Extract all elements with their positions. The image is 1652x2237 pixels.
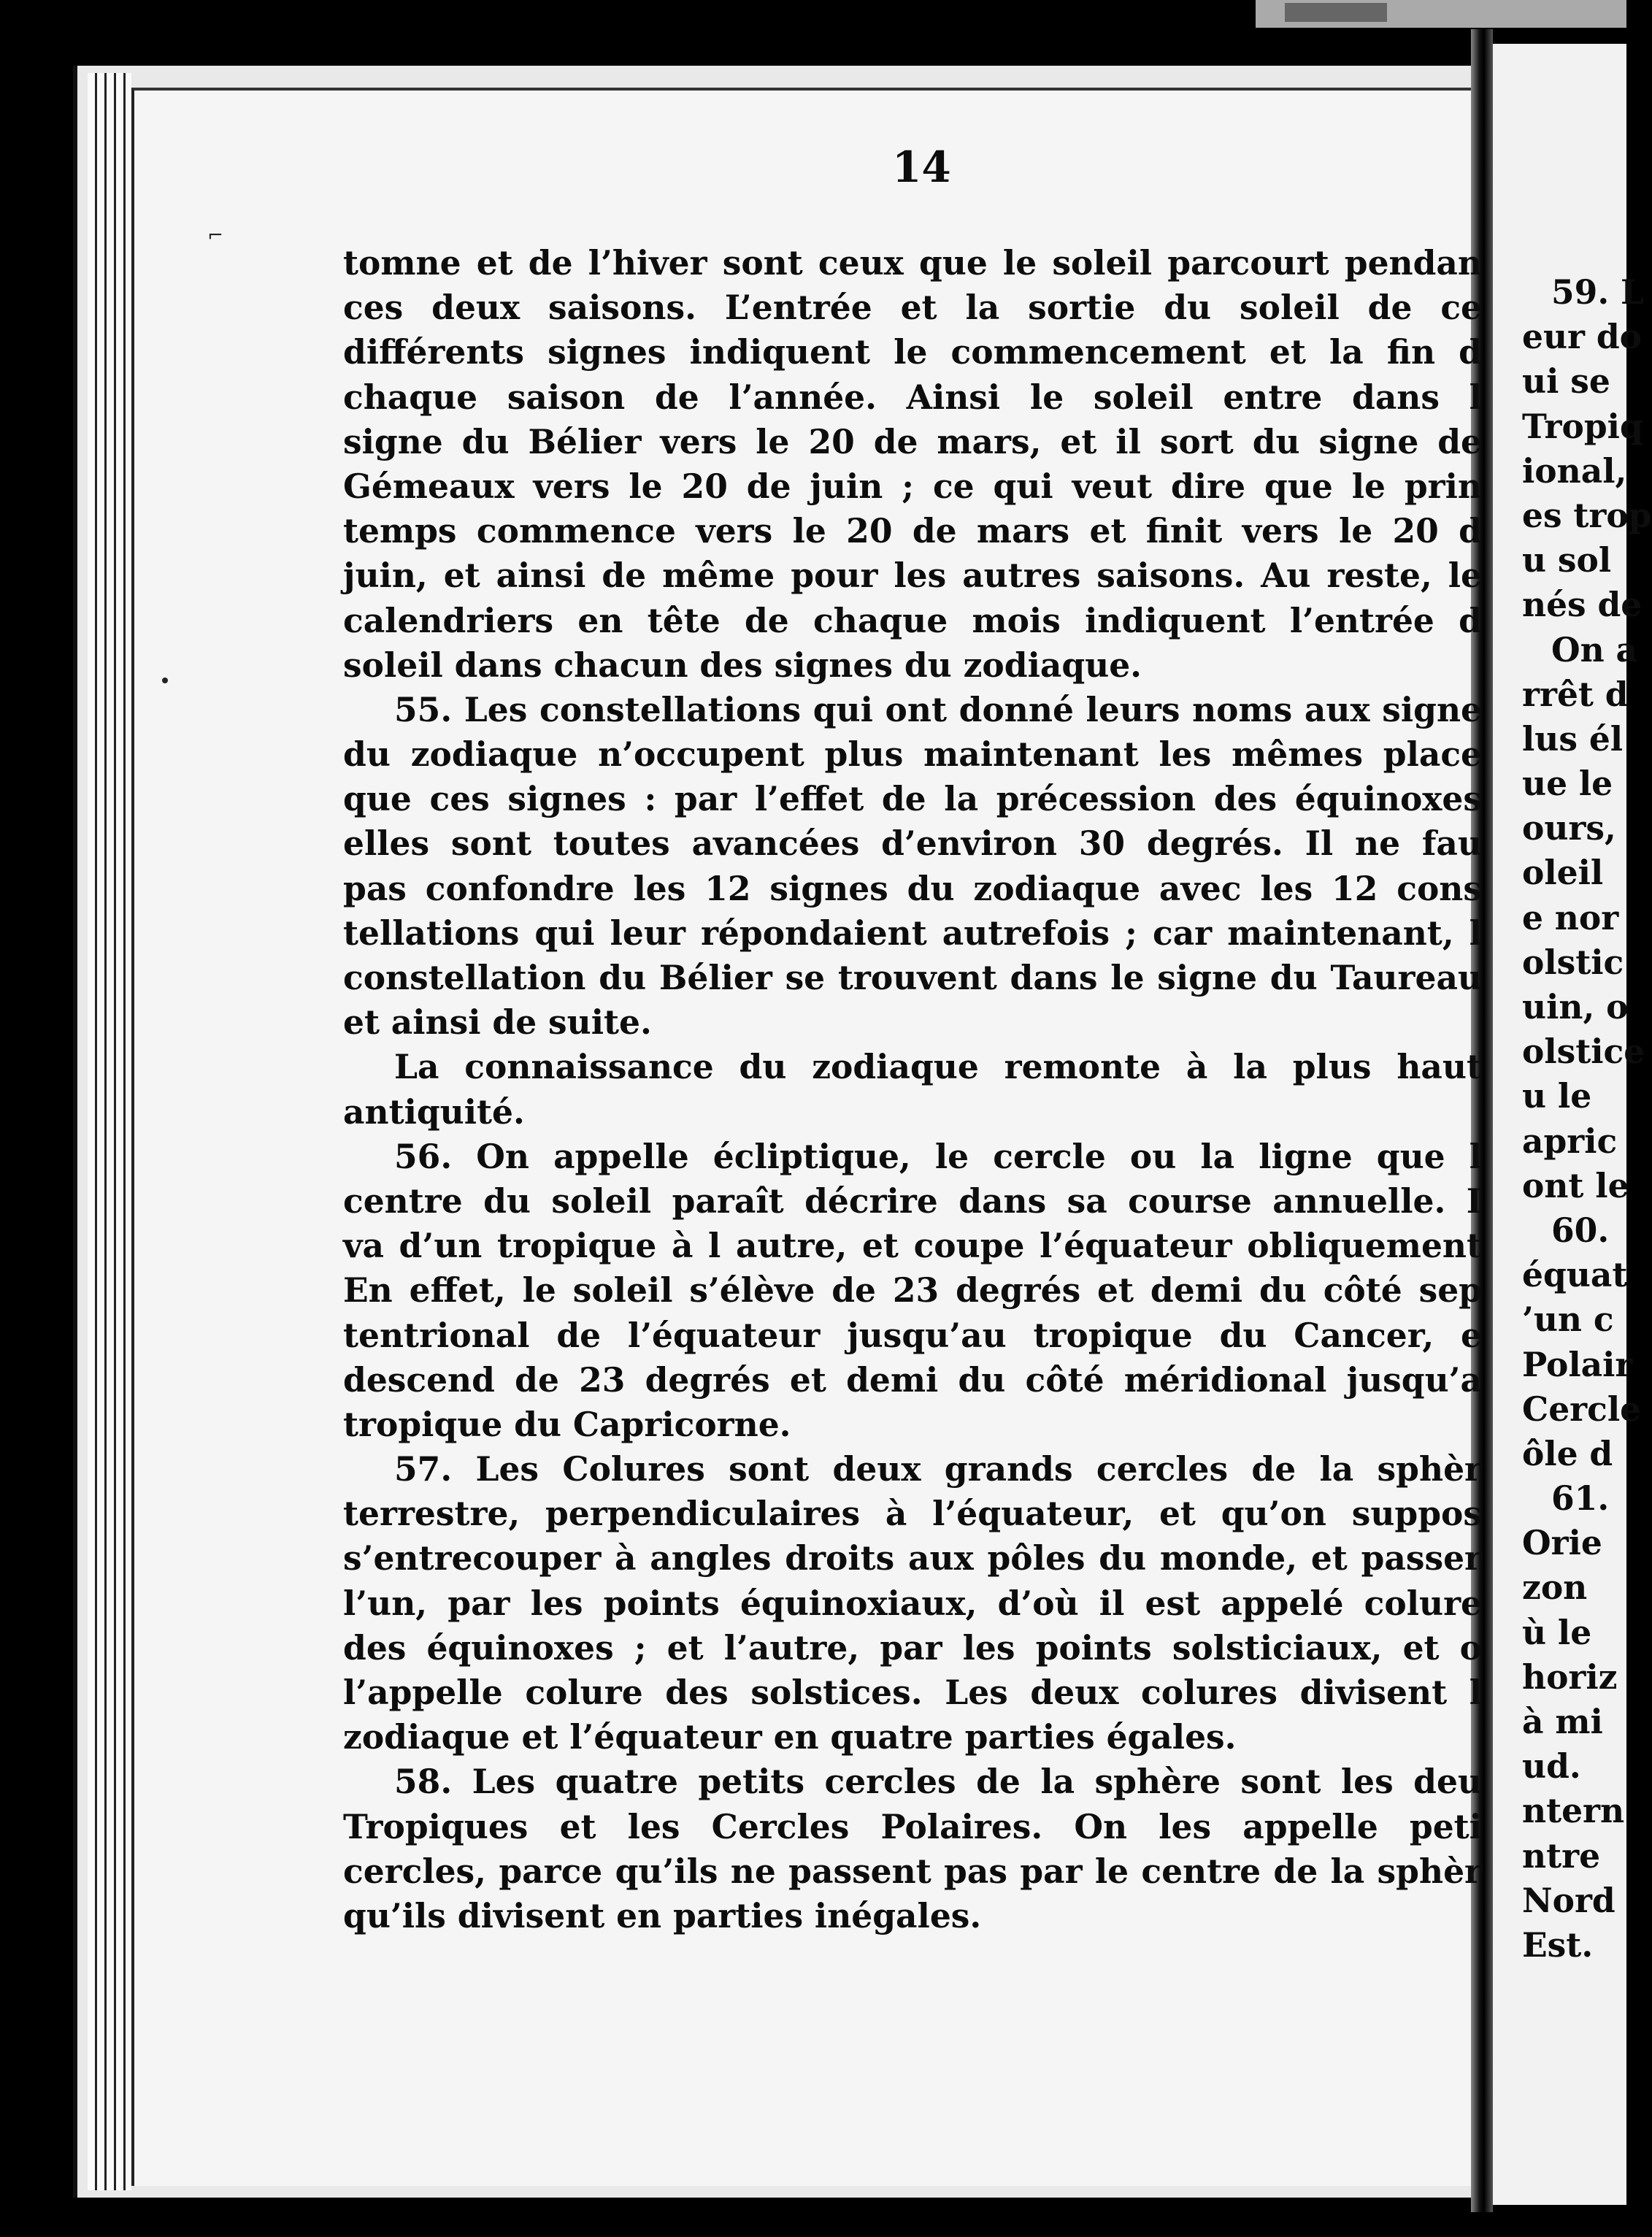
text-line: ces deux saisons. L’entrée et la sortie du soleil de ce (343, 288, 1482, 328)
facing-text-line: olstic (1522, 942, 1624, 982)
facing-text-line: e nor (1522, 897, 1619, 937)
text-line: descend de 23 degrés et demi du côté méridional jusqu’a (343, 1359, 1482, 1400)
text-line: Gémeaux vers le 20 de juin ; ce qui veut dire que le prin (343, 466, 1482, 506)
text-line: tropique du Capricorne. (343, 1404, 791, 1444)
facing-text-line: ional, (1522, 450, 1627, 491)
text-line: En effet, le soleil s’élève de 23 degrés et demi du côté sep (343, 1270, 1482, 1311)
text-line: va d’un tropique à l autre, et coupe l’équateur obliquement (343, 1226, 1482, 1266)
facing-text-line: Cercle (1522, 1389, 1642, 1429)
facing-text-line: équat (1522, 1255, 1628, 1295)
facing-text-line: uin, o (1522, 987, 1629, 1027)
facing-text-line: Tropiq (1522, 406, 1643, 446)
text-line: constellation du Bélier se trouvent dans le signe du Taureau (343, 958, 1482, 997)
text-line: l’un, par les points équinoxiaux, d’où il est appelé colure (343, 1583, 1482, 1623)
scan-mark-icon: ⌐ (207, 225, 223, 247)
facing-text-line: 61. (1551, 1478, 1610, 1519)
facing-text-line: u le (1522, 1076, 1592, 1116)
facing-text-line: 60. (1551, 1210, 1610, 1250)
facing-text-line: es trop (1522, 495, 1652, 535)
facing-text-line: nés de (1522, 585, 1643, 625)
text-line: temps commence vers le 20 de mars et finit vers le 20 d (343, 511, 1482, 551)
page-body-text (343, 241, 1482, 1938)
facing-text-line: ù le (1522, 1612, 1592, 1652)
facing-text-line: ui se (1522, 361, 1610, 402)
text-line: 58. Les quatre petits cercles de la sphère sont les deu (394, 1762, 1482, 1802)
facing-text-line: horiz (1522, 1657, 1618, 1697)
text-line: elles sont toutes avancées d’environ 30 degrés. Il ne fau (343, 824, 1482, 864)
text-line: chaque saison de l’année. Ainsi le soleil entre dans l (343, 377, 1482, 417)
facing-text-line: ntre (1522, 1835, 1601, 1876)
facing-text-line: ud. (1522, 1746, 1581, 1787)
facing-text-line: Polair (1522, 1344, 1633, 1384)
facing-text-line: oleil (1522, 853, 1604, 893)
text-line: cercles, parce qu’ils ne passent pas par le centre de la sphèr (343, 1851, 1482, 1891)
facing-text-line: u sol (1522, 540, 1612, 580)
facing-page-text (1522, 270, 1652, 1968)
facing-text-line: Nord (1522, 1880, 1615, 1920)
facing-text-line: ’un c (1522, 1300, 1614, 1340)
text-line: que ces signes : par l’effet de la précession des équinoxes (343, 779, 1482, 819)
ink-spot (162, 678, 168, 683)
scan-edge-tab (1256, 0, 1626, 28)
facing-text-line: Orie (1522, 1523, 1602, 1563)
facing-text-line: ours, (1522, 808, 1616, 848)
text-line: l’appelle colure des solstices. Les deux colures divisent l (343, 1673, 1482, 1712)
text-line: 56. On appelle écliptique, le cercle ou la ligne que l (394, 1136, 1482, 1176)
text-line: pas confondre les 12 signes du zodiaque avec les 12 cons (343, 868, 1482, 908)
facing-text-line: ôle d (1522, 1433, 1613, 1473)
text-line: différents signes indiquent le commencement et la fin d (343, 332, 1482, 372)
text-line: juin, et ainsi de même pour les autres saisons. Au reste, le (343, 556, 1482, 596)
text-line: du zodiaque n’occupent plus maintenant les mêmes place (343, 734, 1482, 775)
facing-text-line: ue le (1522, 764, 1613, 804)
text-line: soleil dans chacun des signes du zodiaque. (343, 645, 1142, 685)
text-line: tellations qui leur répondaient autrefois ; car maintenant, l (343, 913, 1482, 953)
facing-text-line: lus él (1522, 718, 1624, 759)
page-number: 14 (892, 142, 951, 192)
text-line: centre du soleil paraît décrire dans sa course annuelle. I (343, 1181, 1482, 1221)
text-line: antiquité. (343, 1091, 525, 1132)
facing-text-line: On a (1551, 629, 1638, 669)
text-line: et ainsi de suite. (343, 1002, 652, 1043)
facing-text-line: apric (1522, 1121, 1618, 1161)
facing-text-line: 59. L (1551, 272, 1644, 312)
facing-text-line: Est. (1522, 1925, 1594, 1965)
text-line: 57. Les Colures sont deux grands cercles de la sphèr (394, 1449, 1482, 1489)
facing-text-line: zon (1522, 1568, 1588, 1608)
text-line: tentrional de l’équateur jusqu’au tropique du Cancer, e (343, 1315, 1482, 1355)
facing-text-line: ont le (1522, 1165, 1629, 1205)
text-line: terrestre, perpendiculaires à l’équateur, et qu’on suppos (343, 1494, 1482, 1534)
text-line: tomne et de l’hiver sont ceux que le soleil parcourt pendan (343, 243, 1482, 283)
facing-text-line: ntern (1522, 1791, 1625, 1831)
text-line: s’entrecouper à angles droits aux pôles du monde, et passer (343, 1538, 1482, 1578)
text-line: La connaissance du zodiaque remonte à la plus haut (394, 1047, 1482, 1087)
facing-text-line: à mi (1522, 1702, 1603, 1741)
text-line: Tropiques et les Cercles Polaires. On les appelle peti (343, 1806, 1482, 1846)
facing-text-line: olstice (1522, 1032, 1645, 1072)
facing-text-line: rrêt d (1522, 674, 1629, 714)
text-line: signe du Bélier vers le 20 de mars, et il sort du signe de (343, 421, 1482, 461)
text-line: calendriers en tête de chaque mois indiquent l’entrée d (343, 600, 1482, 640)
text-line: des équinoxes ; et l’autre, par les points solsticiaux, et o (343, 1627, 1482, 1668)
facing-text-line: eur do (1522, 317, 1643, 357)
text-line: zodiaque et l’équateur en quatre parties égales. (343, 1717, 1237, 1757)
text-line: 55. Les constellations qui ont donné leurs noms aux signe (394, 689, 1482, 729)
text-line: qu’ils divisent en parties inégales. (343, 1895, 982, 1935)
